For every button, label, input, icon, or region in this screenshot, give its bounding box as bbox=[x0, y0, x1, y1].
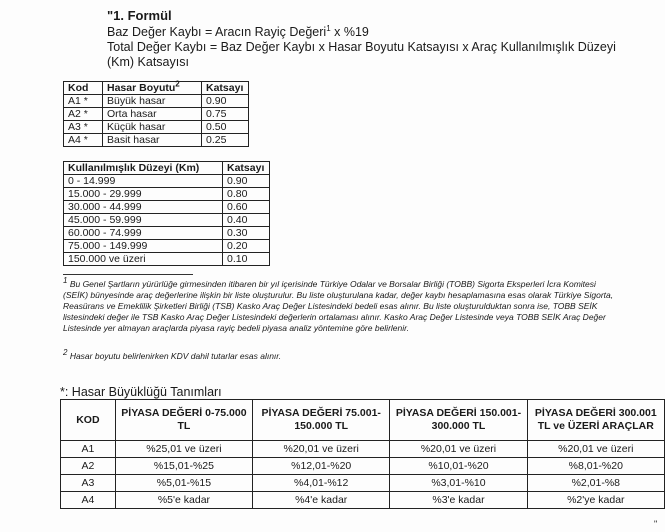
table-cell: %5,01-%15 bbox=[115, 475, 252, 492]
table-cell: A3 * bbox=[64, 121, 103, 134]
column-header: Katsayı bbox=[223, 162, 270, 175]
footnote-1: $^1$ Bu Genel Şartların yürürlüğe girmesinden itibaren bir yıl içerisinde Türkiye Odalar ve Borsalar Birliği (TOBB) Sigorta Eksperleri İcra Komitesi (SEİK) bünyesinde araç değerlerine ilişkin bir liste oluşturulur. Bu liste oluşturulana kadar, değer kaybı hesaplamasına esas olarak Türkiye Sigorta, Reasürans ve Emeklilik Şirketleri Birliği (TSB) Kasko Araç Değer Listesindeki bedeli esas alınır. Bu liste oluşturulduktan sonra ise, TOBB SEİK listesindeki değer ile TSB Kasko Araç Değer Listesindeki değerlerin ortalaması alınır. Kasko Araç Değer Listesinde veya TOBB SEİK Araç Değer Listesinde yer almayan araçlarda piyasa rayiç bedeli piyasa analiz yöntemine göre belirlenir. bbox=[63, 276, 614, 333]
table-cell: Basit hasar bbox=[103, 134, 202, 147]
table-cell: %2'ye kadar bbox=[527, 492, 664, 509]
table-cell: 60.000 - 74.999 bbox=[64, 227, 223, 240]
column-header: PİYASA DEĞERİ 300.001 TL ve ÜZERİ ARAÇLAR bbox=[527, 400, 664, 441]
table-row bbox=[64, 201, 270, 214]
table-cell: %10,01-%20 bbox=[390, 458, 527, 475]
table-row bbox=[64, 108, 249, 121]
table-cell: %12,01-%20 bbox=[253, 458, 390, 475]
formula-line-3: (Km) Katsayısı bbox=[107, 55, 189, 69]
table-row bbox=[64, 227, 270, 240]
table-cell: %20,01 ve üzeri bbox=[390, 441, 527, 458]
table-row bbox=[64, 214, 270, 227]
table-cell: A3 bbox=[61, 475, 116, 492]
table-cell: 0.10 bbox=[223, 253, 270, 266]
table-row bbox=[64, 175, 270, 188]
damage-size-definitions-table bbox=[60, 399, 665, 509]
table-cell: 0.50 bbox=[202, 121, 249, 134]
table-cell: %4,01-%12 bbox=[253, 475, 390, 492]
table-cell: 0.40 bbox=[223, 214, 270, 227]
table-cell: 30.000 - 44.999 bbox=[64, 201, 223, 214]
footnote-2: $^2$ Hasar boyutu belirlenirken KDV dahil tutarlar esas alınır. bbox=[63, 348, 282, 361]
footnote-divider bbox=[63, 274, 193, 275]
table-cell: A4 * bbox=[64, 134, 103, 147]
table-cell: %15,01-%25 bbox=[115, 458, 252, 475]
column-header: Hasar Boyutu$^2$ bbox=[103, 82, 202, 95]
table-cell: 0.80 bbox=[223, 188, 270, 201]
table-cell: 0 - 14.999 bbox=[64, 175, 223, 188]
table-cell: 0.30 bbox=[223, 227, 270, 240]
usage-level-table bbox=[63, 161, 270, 266]
table-cell: %4'e kadar bbox=[253, 492, 390, 509]
table-cell: A4 bbox=[61, 492, 116, 509]
table-header-row bbox=[64, 82, 249, 95]
table-row bbox=[61, 475, 665, 492]
column-header: KOD bbox=[61, 400, 116, 441]
table-cell: %2,01-%8 bbox=[527, 475, 664, 492]
table-cell: A1 * bbox=[64, 95, 103, 108]
table-row bbox=[64, 134, 249, 147]
table-cell: %8,01-%20 bbox=[527, 458, 664, 475]
table-cell: 0.60 bbox=[223, 201, 270, 214]
table-header-row bbox=[61, 400, 665, 441]
column-header: Kullanılmışlık Düzeyi (Km) bbox=[64, 162, 223, 175]
table-cell: Küçük hasar bbox=[103, 121, 202, 134]
table-row bbox=[61, 458, 665, 475]
table-cell: 45.000 - 59.999 bbox=[64, 214, 223, 227]
table-cell: %25,01 ve üzeri bbox=[115, 441, 252, 458]
table-row bbox=[64, 121, 249, 134]
table-row bbox=[61, 492, 665, 509]
table-cell: 0.90 bbox=[223, 175, 270, 188]
table-cell: 0.25 bbox=[202, 134, 249, 147]
table-cell: A1 bbox=[61, 441, 116, 458]
table-cell: Orta hasar bbox=[103, 108, 202, 121]
table-cell: 150.000 ve üzeri bbox=[64, 253, 223, 266]
table-cell: Büyük hasar bbox=[103, 95, 202, 108]
table-cell: %5'e kadar bbox=[115, 492, 252, 509]
damage-coefficient-table bbox=[63, 81, 249, 147]
column-header: PİYASA DEĞERİ 75.001-150.000 TL bbox=[253, 400, 390, 441]
closing-quote: " bbox=[654, 519, 658, 529]
formula-line-1: Baz Değer Kaybı = Aracın Rayiç Değeri$^1$ x %19 bbox=[107, 23, 369, 39]
column-header: Katsayı bbox=[202, 82, 249, 95]
column-header: PİYASA DEĞERİ 150.001-300.000 TL bbox=[390, 400, 527, 441]
table-row bbox=[64, 240, 270, 253]
table-cell: 0.90 bbox=[202, 95, 249, 108]
table-cell: 15.000 - 29.999 bbox=[64, 188, 223, 201]
table-header-row bbox=[64, 162, 270, 175]
table-cell: %20,01 ve üzeri bbox=[253, 441, 390, 458]
formula-title: "1. Formül bbox=[107, 8, 172, 23]
column-header: PİYASA DEĞERİ 0-75.000 TL bbox=[115, 400, 252, 441]
table-cell: A2 bbox=[61, 458, 116, 475]
table-cell: %3'e kadar bbox=[390, 492, 527, 509]
table-cell: %3,01-%10 bbox=[390, 475, 527, 492]
table-row bbox=[64, 95, 249, 108]
column-header: Kod bbox=[64, 82, 103, 95]
table-row bbox=[61, 441, 665, 458]
table-cell: %20,01 ve üzeri bbox=[527, 441, 664, 458]
table-row bbox=[64, 188, 270, 201]
section-title: *: Hasar Büyüklüğü Tanımları bbox=[60, 385, 222, 399]
table-cell: 0.20 bbox=[223, 240, 270, 253]
table-row bbox=[64, 253, 270, 266]
table-cell: 75.000 - 149.999 bbox=[64, 240, 223, 253]
formula-line-2: Total Değer Kaybı = Baz Değer Kaybı x Hasar Boyutu Katsayısı x Araç Kullanılmışlık Düzeyi bbox=[107, 40, 616, 54]
table-cell: A2 * bbox=[64, 108, 103, 121]
table-cell: 0.75 bbox=[202, 108, 249, 121]
